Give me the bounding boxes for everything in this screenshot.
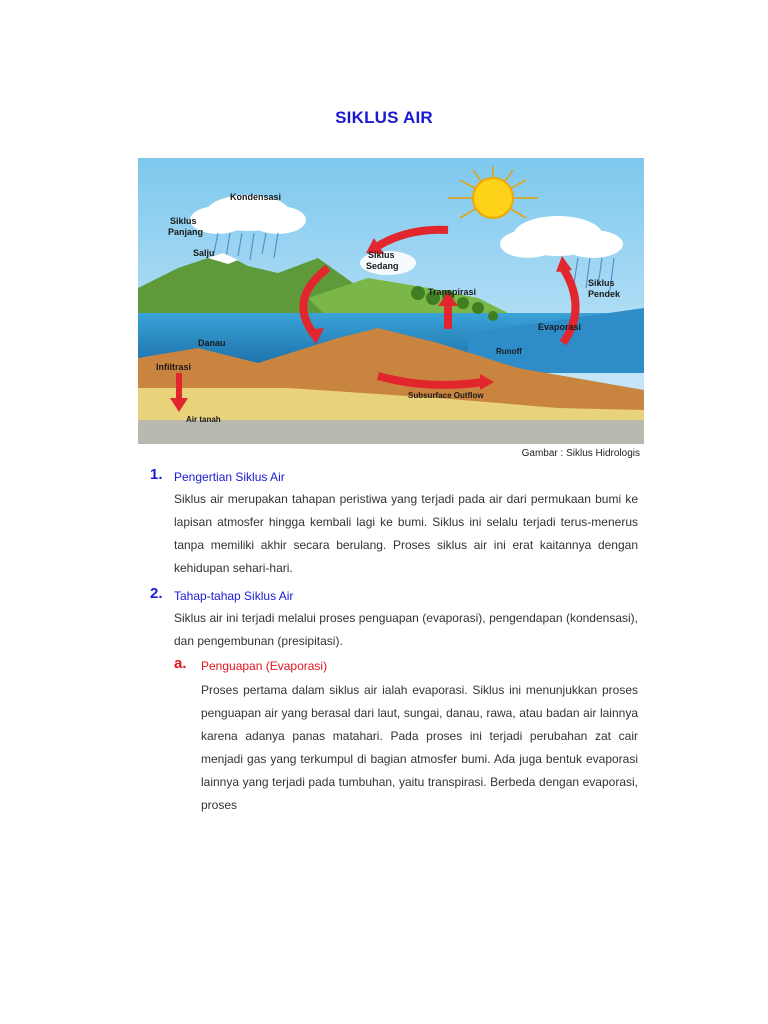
water-cycle-diagram	[138, 158, 644, 462]
label-evaporasi: Evaporasi	[538, 322, 582, 332]
label-runoff: Runoff	[496, 347, 522, 356]
subsection-a-paragraph	[201, 679, 638, 817]
section-2-text: Siklus air ini terjadi melalui proses penguapan (evaporasi), pengendapan (kondensasi), dan pengembunan (presipitasi).	[174, 611, 638, 648]
label-siklus-pendek-2: Pendek	[588, 289, 621, 299]
water-cycle-figure	[138, 158, 644, 462]
arrow-transpiration	[444, 303, 452, 329]
section-1-paragraph	[174, 488, 638, 580]
subsection-a-heading: Penguapan (Evaporasi)	[201, 659, 328, 673]
subsection-a-letter: a.	[174, 655, 187, 672]
figure-caption: Gambar : Siklus Hidrologis	[521, 448, 640, 459]
subsection-a-text: Proses pertama dalam siklus air ialah evaporasi. Siklus ini menunjukkan proses penguapan air yang berasal dari laut, sungai, danau, rawa, atau badan air lainnya karena adanya panas matahari. Pada proses ini terjadi perubahan zat cair menjadi gas yang terkumpul di bagian atmosfer bumi. Ada juga bentuk evaporasi lainnya yang terjadi pada tumbuhan, yaitu transpirasi. Berbeda dengan evaporasi, proses	[201, 683, 638, 812]
label-siklus-panjang-2: Panjang	[168, 227, 204, 237]
label-subsurface: Subsurface Outflow	[408, 391, 484, 400]
label-transpirasi: Transpirasi	[428, 287, 477, 297]
section-2-paragraph	[174, 607, 638, 653]
section-1-heading: Pengertian Siklus Air	[174, 470, 285, 484]
label-siklus-sedang-1: Siklus	[368, 250, 395, 260]
label-danau: Danau	[198, 338, 226, 348]
section-1-number: 1.	[150, 466, 163, 483]
label-infiltrasi: Infiltrasi	[156, 362, 192, 372]
label-siklus-sedang-2: Sedang	[366, 261, 399, 271]
section-1-text: Siklus air merupakan tahapan peristiwa yang terjadi pada air dari permukaan bumi ke lapisan atmosfer hingga kembali lagi ke bumi. Siklus ini selalu terjadi terus-menerus tanpa memiliki akhir secara berulang. Proses siklus air ini erat kaitannya dengan kehidupan sehari-hari.	[174, 492, 638, 575]
label-siklus-panjang-1: Siklus	[170, 216, 197, 226]
arrow-infiltration	[176, 373, 182, 401]
label-air-tanah: Air tanah	[186, 415, 221, 424]
label-salju: Salju	[193, 248, 215, 258]
label-kondensasi: Kondensasi	[230, 192, 282, 202]
page-title: SIKLUS AIR	[335, 108, 433, 127]
section-2-number: 2.	[150, 585, 163, 602]
section-2-heading: Tahap-tahap Siklus Air	[174, 589, 294, 603]
label-siklus-pendek-1: Siklus	[588, 278, 615, 288]
